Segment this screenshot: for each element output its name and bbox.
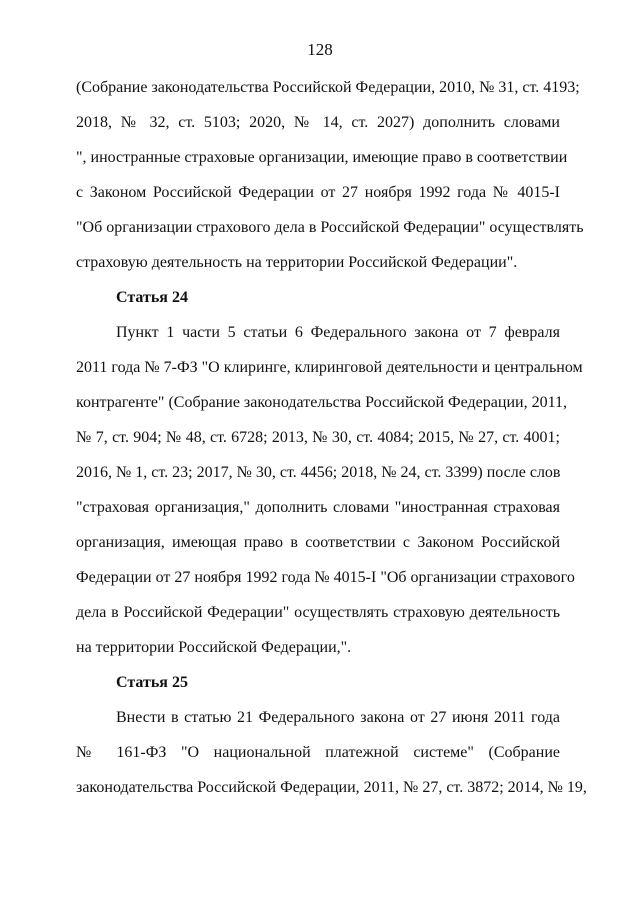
- text-line: ", иностранные страховые организации, имеющие право в соответствии: [76, 149, 568, 166]
- text-line: страховую деятельность на территории Российской Федерации".: [76, 254, 518, 271]
- text-line: № 7, ст. 904; № 48, ст. 6728; 2013, № 30, ст. 4084; 2015, № 27, ст. 4001;: [76, 429, 560, 446]
- article-24-heading: Статья 24: [116, 289, 188, 306]
- text-line: № 161-ФЗ "О национальной платежной системе" (Собрание: [76, 744, 560, 761]
- text-line: с Законом Российской Федерации от 27 ноября 1992 года № 4015-I: [76, 184, 560, 201]
- text-line: Пункт 1 части 5 статьи 6 Федерального закона от 7 февраля: [116, 324, 560, 341]
- text-line: дела в Российской Федерации" осуществлять страховую деятельность: [76, 604, 560, 621]
- text-line: "Об организации страхового дела в Российской Федерации" осуществлять: [76, 219, 584, 236]
- text-line: 2016, № 1, ст. 23; 2017, № 30, ст. 4456; 2018, № 24, ст. 3399) после слов: [76, 464, 561, 481]
- text-line: Внести в статью 21 Федерального закона от 27 июня 2011 года: [116, 709, 560, 726]
- text-line: на территории Российской Федерации,".: [76, 639, 352, 656]
- text-line: "страховая организация," дополнить словами "иностранная страховая: [76, 499, 560, 516]
- text-line: (Собрание законодательства Российской Федерации, 2010, № 31, ст. 4193;: [76, 79, 580, 96]
- text-line: законодательства Российской Федерации, 2011, № 27, ст. 3872; 2014, № 19,: [76, 779, 587, 796]
- text-line: контрагенте" (Собрание законодательства Российской Федерации, 2011,: [76, 394, 567, 411]
- text-line: 2011 года № 7-ФЗ "О клиринге, клиринговой деятельности и центральном: [76, 359, 583, 376]
- article-25-heading: Статья 25: [116, 674, 188, 691]
- text-line: Федерации от 27 ноября 1992 года № 4015-I "Об организации страхового: [76, 569, 575, 586]
- text-line: 2018, № 32, ст. 5103; 2020, № 14, ст. 2027) дополнить словами: [76, 114, 560, 131]
- page-number: 128: [307, 40, 333, 59]
- text-line: организация, имеющая право в соответствии с Законом Российской: [76, 534, 560, 551]
